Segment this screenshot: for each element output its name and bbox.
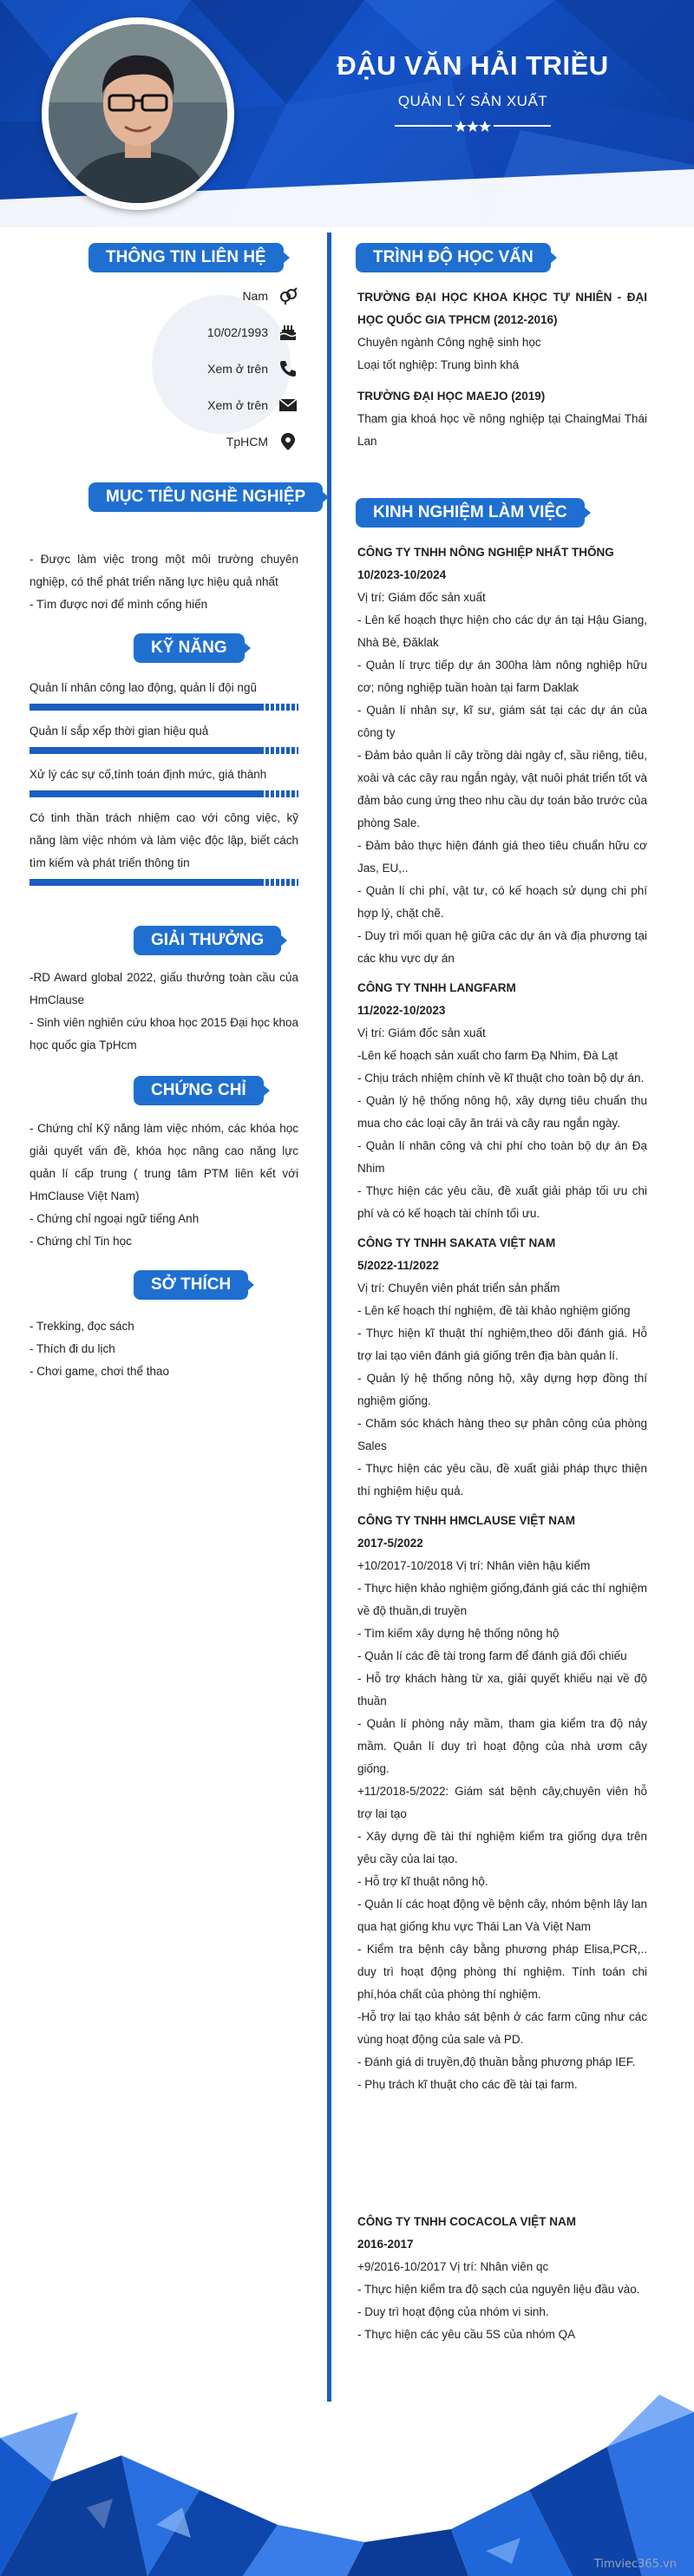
contact-birthday — [130, 323, 298, 342]
job-line: Vị trí: Chuyên viên phát triển sản phẩm — [357, 1281, 560, 1295]
awards-text — [29, 967, 298, 1057]
objective-line: - Được làm việc trong một môi trường chuyên nghiệp, có thể phát triển năng lực hiệu quả nhất — [29, 553, 298, 588]
job-period: 5/2022-11/2022 — [357, 1259, 439, 1272]
header-banner — [0, 0, 694, 227]
hobbies-text — [29, 1315, 298, 1383]
education-section-title: TRÌNH ĐỘ HỌC VẤN — [356, 243, 551, 272]
job-line: - Hỗ trợ khách hàng từ xa, giải quyết khiếu nại về độ thuần — [357, 1672, 647, 1708]
envelope-icon — [278, 396, 298, 415]
job-line: - Thực hiện kiểm tra độ sạch của nguyên liệu đầu vào. — [357, 2283, 640, 2296]
avatar-frame — [42, 17, 234, 210]
skill-bar — [29, 747, 298, 754]
contact-section-title: THÔNG TIN LIÊN HỆ — [88, 243, 284, 272]
job-line: +9/2016-10/2017 Vị trí: Nhân viên qc — [357, 2260, 549, 2273]
job-period: 2016-2017 — [357, 2238, 414, 2251]
school-name: TRƯỜNG ĐẠI HỌC MAEJO (2019) — [357, 390, 546, 403]
contact-phone — [130, 359, 298, 378]
job-line: - Thực hiện khảo nghiệm giống,đánh giá các thí nghiệm về độ thuần,di truyền — [357, 1582, 647, 1617]
job-line: - Duy trì mối quan hệ giữa các dự án và địa phương tại các khu vực dự án — [357, 929, 647, 965]
job-line: +10/2017-10/2018 Vị trí: Nhân viên hậu kiểm — [357, 1559, 591, 1572]
job-line: - Thực hiện các yêu cầu 5S của nhóm QA — [357, 2328, 576, 2341]
award-line: -RD Award global 2022, giấu thưởng toàn cầu của HmClause — [29, 971, 298, 1006]
school-name: TRƯỜNG ĐẠI HỌC KHOA KHỌC TỰ NHIÊN - ĐẠI HỌC QUỐC GIA TPHCM (2012-2016) — [357, 291, 647, 326]
job-line: -Lên kế hoạch sản xuất cho farm Đạ Nhim, Đà Lạt — [357, 1049, 619, 1062]
job-line: - Xây dựng đề tài thí nghiệm kiểm tra giống dựa trên yêu cầy của lai tạo. — [357, 1830, 647, 1865]
stars-divider — [395, 119, 551, 133]
portrait-photo — [49, 24, 227, 203]
phone-icon — [278, 359, 298, 378]
candidate-name: ĐẬU VĂN HẢI TRIỀU — [337, 50, 609, 81]
job-line: - Thực hiện kĩ thuật thí nghiệm,theo dõi đánh giá. Hỗ trợ lai tạo viên đánh giá giống trên địa bàn quản lí. — [357, 1327, 647, 1362]
school-detail: Chuyên ngành Công nghệ sinh học — [357, 336, 541, 349]
company-name: CÔNG TY TNHH LANGFARM — [357, 981, 516, 994]
experience-text-last — [357, 2211, 647, 2346]
certificate-line: - Chứng chỉ Kỹ năng làm việc nhóm, các khóa học giải quyết vấn đề, khóa học nâng cao năng lực quản lí cấp trung ( trung tâm PTM liên kết với HmClause Việt Nam) — [29, 1122, 298, 1203]
job-line: - Thực hiện các yêu cầu, đề xuất giải pháp thực thiện thí nghiệm hiệu quả. — [357, 1462, 647, 1498]
job-line: - Kiểm tra bệnh cây bằng phương pháp Elisa,PCR,.. duy trì hoạt động phòng thí nghiệm. Tính toán chi phí,hóa chất của phòng thí nghiệm. — [357, 1943, 647, 2001]
hobby-line: - Trekking, đọc sách — [29, 1320, 134, 1333]
job-period: 2017-5/2022 — [357, 1537, 423, 1550]
skill-bar — [29, 704, 298, 711]
school-detail: Tham gia khoá học về nông nghiệp tại ChaingMai Thái Lan — [357, 412, 647, 448]
skill-label: Xử lý các sự cố,tính toán định mức, giá thành — [29, 768, 267, 781]
email-value: Xem ở trên — [207, 398, 268, 412]
address-value: TpHCM — [226, 435, 268, 449]
job-period: 10/2023-10/2024 — [357, 568, 447, 581]
company-name: CÔNG TY TNHH COCACOLA VIỆT NAM — [357, 2215, 576, 2228]
job-line: - Hỗ trợ kĩ thuật nông hộ. — [357, 1875, 488, 1888]
contact-email — [130, 396, 298, 415]
star-icon — [479, 121, 491, 132]
experience-section-title: KINH NGHIỆM LÀM VIỆC — [356, 498, 585, 528]
award-line: - Sinh viên nghiên cứu khoa học 2015 Đại học khoa học quốc gia TpHcm — [29, 1016, 298, 1052]
skill-bar — [29, 790, 298, 797]
avatar — [49, 24, 227, 203]
awards-section-title: GIẢI THƯỞNG — [134, 926, 281, 955]
job-line: - Phụ trách kĩ thuật cho các đề tài tại farm. — [357, 2078, 578, 2091]
job-line: Vị trí: Giám đốc sản xuất — [357, 591, 486, 604]
job-line: - Tìm kiếm xây dựng hệ thống nông hộ — [357, 1627, 560, 1640]
job-line: - Quản lí phòng nảy mầm, tham gia kiểm tra độ nảy mầm. Quản lí duy trì hoạt động của nhà ươm cây giống. — [357, 1717, 647, 1775]
column-divider — [327, 233, 331, 2402]
star-icon — [467, 121, 479, 132]
hobbies-section-title: SỞ THÍCH — [134, 1270, 248, 1300]
watermark: Timviec365.vn — [593, 2558, 677, 2571]
experience-text — [357, 541, 647, 2096]
job-line: - Quản lí nhân sự, kĩ sư, giám sát tại các dự án của công ty — [357, 704, 647, 739]
certificate-line: - Chứng chỉ Tin học — [29, 1235, 132, 1248]
job-line: - Thực hiện các yêu cầu, đề xuất giải pháp tối ưu chi phí và có kế hoạch tài chính tối ưu. — [357, 1184, 647, 1220]
job-line: - Lên kế hoạch thực hiện cho các dự án tại Hậu Giang, Nhà Bè, Đăklak — [357, 613, 647, 649]
contact-address — [130, 432, 298, 451]
job-line: - Đảm bảo quản lí cây trồng dài ngày cf, sầu riêng, tiêu, xoài và các cây rau ngắn ngày, vật nuôi phát triển tốt và đảm bảo cung ứng theo nhu cầu dự toán bảo trước của phòng Sale. — [357, 749, 647, 829]
footer-background-pattern — [0, 2377, 694, 2576]
job-line: - Lên kế hoạch thí nghiệm, đề tài khảo nghiệm giống — [357, 1304, 631, 1317]
job-line: - Quản lí trực tiếp dự án 300ha làm nông nghiệp hữu cơ; nông nghiệp tuần hoàn tại farm Daklak — [357, 659, 647, 694]
job-title: QUẢN LÝ SẢN XUẤT — [397, 93, 548, 109]
phone-value: Xem ở trên — [207, 362, 268, 376]
gender-value: Nam — [242, 289, 268, 303]
location-pin-icon — [278, 432, 298, 451]
skill-bar — [29, 879, 298, 886]
job-line: - Đảm bảo thực hiện đánh giá theo tiêu chuẩn hữu cơ Jas, EU,.. — [357, 839, 647, 875]
job-line: - Chịu trách nhiệm chính về kĩ thuật cho toàn bộ dự án. — [357, 1072, 645, 1085]
job-line: - Quản lí chi phí, vật tư, có kế hoạch sử dụng chi phí hợp lý, chặt chẽ. — [357, 884, 647, 920]
job-line: - Quản lí các hoạt động về bệnh cây, nhóm bệnh lây lan qua hạt giống khu vực Thái Lan Và Việt Nam — [357, 1898, 647, 1933]
star-icon — [455, 121, 467, 132]
job-line: - Quản lí nhân công và chi phí cho toàn bộ dự án Đạ Nhim — [357, 1139, 647, 1175]
education-text — [357, 286, 647, 453]
job-line: +11/2018-5/2022: Giám sát bệnh cây,chuyên viên hỗ trợ lai tạo — [357, 1785, 647, 1820]
job-line: -Hỗ trợ lai tạo khảo sát bệnh ở các farm cũng như các vùng hoạt động của sale và PD. — [357, 2010, 647, 2046]
hobby-line: - Thích đi du lịch — [29, 1342, 115, 1355]
company-name: CÔNG TY TNHH NÔNG NGHIỆP NHẤT THỐNG — [357, 546, 614, 559]
skill-label: Quản lí nhân công lao động, quản lí đội ngũ — [29, 681, 257, 694]
birthday-value: 10/02/1993 — [206, 325, 268, 339]
certificates-section-title: CHỨNG CHỈ — [134, 1076, 264, 1105]
objective-section-title: MỤC TIÊU NGHỀ NGHIỆP — [88, 482, 323, 512]
objective-line: - Tìm được nơi để mình cống hiến — [29, 598, 208, 611]
skills-section-title: KỸ NĂNG — [134, 633, 245, 663]
objective-text — [29, 548, 298, 616]
job-line: - Quản lý hệ thống nông hộ, xây dựng tiêu chuẩn thu mua cho các loại cây ăn trái và cây rau ngắn ngày. — [357, 1094, 647, 1130]
contact-gender — [130, 286, 298, 305]
job-line: - Chăm sóc khách hàng theo sự phân công của phòng Sales — [357, 1417, 647, 1452]
certificate-line: - Chứng chỉ ngoại ngữ tiếng Anh — [29, 1212, 200, 1225]
school-detail: Loại tốt nghiệp: Trung bình khá — [357, 358, 520, 371]
job-period: 11/2022-10/2023 — [357, 1004, 446, 1017]
skill-label: Quản lí sắp xếp thời gian hiệu quả — [29, 724, 209, 737]
job-line: Vị trí: Giám đốc sản xuất — [357, 1026, 486, 1039]
footer-banner — [0, 2377, 694, 2576]
hobby-line: - Chơi game, chơi thể thao — [29, 1365, 170, 1378]
company-name: CÔNG TY TNHH SAKATA VIỆT NAM — [357, 1236, 556, 1249]
job-line: - Quản lý hệ thống nông hộ, xây dựng hợp đồng thí nghiệm giống. — [357, 1372, 647, 1407]
company-name: CÔNG TY TNHH HMCLAUSE VIỆT NAM — [357, 1514, 576, 1527]
job-line: - Duy trì hoạt động của nhóm vi sinh. — [357, 2305, 549, 2318]
certificates-text — [29, 1118, 298, 1253]
job-line: - Đánh giá di truyền,độ thuần bằng phương pháp IEF. — [357, 2055, 636, 2068]
birthday-cake-icon — [278, 323, 298, 342]
gender-icon — [278, 286, 298, 305]
job-line: - Quản lí các đề tài trong farm để đánh giá đối chiếu — [357, 1649, 627, 1662]
skill-label: Có tinh thần trách nhiệm cao với công việc, kỹ năng làm việc nhóm và làm việc độc lập, biết cách tìm kiếm và phát triển thông tin — [29, 811, 298, 869]
